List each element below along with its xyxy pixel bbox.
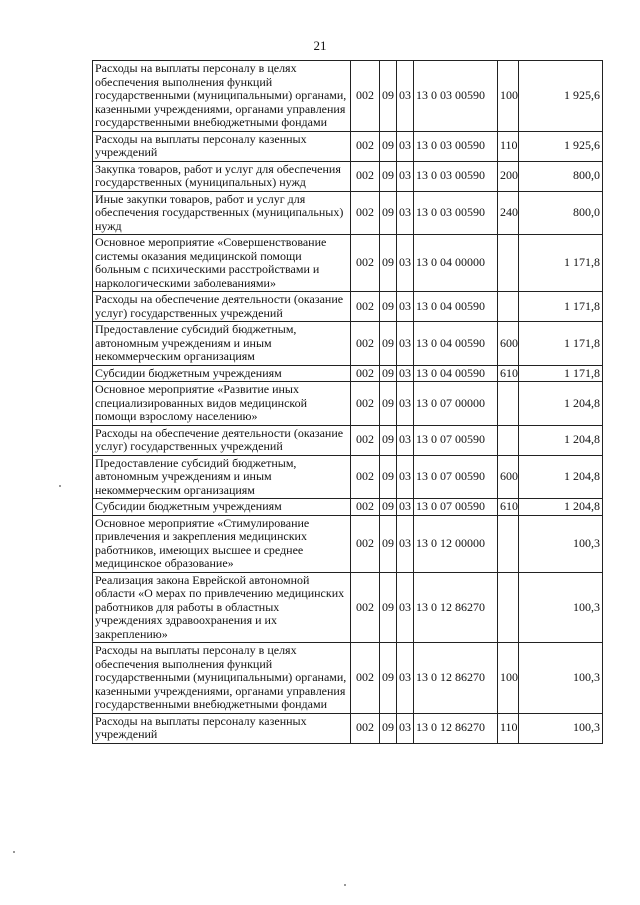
row-name: Расходы на обеспечение деятельности (оказание услуг) государственных учреждений bbox=[93, 425, 351, 455]
expense-type-code: 100 bbox=[498, 643, 519, 714]
program-code: 13 0 12 00000 bbox=[414, 515, 498, 572]
table-row bbox=[93, 191, 603, 235]
budget-table bbox=[92, 60, 603, 744]
budget-table-body bbox=[93, 61, 603, 744]
page-number: 21 bbox=[313, 38, 327, 53]
amount: 1 204,8 bbox=[519, 499, 603, 516]
section-code: 09 bbox=[380, 515, 397, 572]
row-name: Субсидии бюджетным учреждениям bbox=[93, 365, 351, 382]
subsection-code: 03 bbox=[397, 365, 414, 382]
amount: 100,3 bbox=[519, 572, 603, 643]
program-code: 13 0 04 00590 bbox=[414, 365, 498, 382]
program-code: 13 0 04 00590 bbox=[414, 292, 498, 322]
ministry-code: 002 bbox=[351, 322, 380, 366]
row-name: Основное мероприятие «Стимулирование привлечения и закрепления медицинских работников, имеющих высшее и среднее медицинское образование» bbox=[93, 515, 351, 572]
row-name: Предоставление субсидий бюджетным, автономным учреждениям и иным некоммерческим организациям bbox=[93, 455, 351, 499]
expense-type-code: 240 bbox=[498, 191, 519, 235]
subsection-code: 03 bbox=[397, 713, 414, 743]
table-row bbox=[93, 61, 603, 132]
program-code: 13 0 03 00590 bbox=[414, 131, 498, 161]
section-code: 09 bbox=[380, 499, 397, 516]
ministry-code: 002 bbox=[351, 515, 380, 572]
section-code: 09 bbox=[380, 425, 397, 455]
expense-type-code: 100 bbox=[498, 61, 519, 132]
subsection-code: 03 bbox=[397, 455, 414, 499]
table-row bbox=[93, 515, 603, 572]
subsection-code: 03 bbox=[397, 161, 414, 191]
section-code: 09 bbox=[380, 572, 397, 643]
ministry-code: 002 bbox=[351, 572, 380, 643]
program-code: 13 0 04 00000 bbox=[414, 235, 498, 292]
section-code: 09 bbox=[380, 322, 397, 366]
expense-type-code: 610 bbox=[498, 499, 519, 516]
section-code: 09 bbox=[380, 61, 397, 132]
row-name: Предоставление субсидий бюджетным, автономным учреждениям и иным некоммерческим организациям bbox=[93, 322, 351, 366]
table-row bbox=[93, 425, 603, 455]
subsection-code: 03 bbox=[397, 643, 414, 714]
section-code: 09 bbox=[380, 191, 397, 235]
section-code: 09 bbox=[380, 713, 397, 743]
subsection-code: 03 bbox=[397, 191, 414, 235]
program-code: 13 0 03 00590 bbox=[414, 191, 498, 235]
amount: 800,0 bbox=[519, 191, 603, 235]
ministry-code: 002 bbox=[351, 365, 380, 382]
ministry-code: 002 bbox=[351, 713, 380, 743]
amount: 1 171,8 bbox=[519, 292, 603, 322]
amount: 1 171,8 bbox=[519, 322, 603, 366]
program-code: 13 0 07 00590 bbox=[414, 499, 498, 516]
subsection-code: 03 bbox=[397, 235, 414, 292]
amount: 1 925,6 bbox=[519, 61, 603, 132]
expense-type-code bbox=[498, 515, 519, 572]
row-name: Субсидии бюджетным учреждениям bbox=[93, 499, 351, 516]
table-row bbox=[93, 131, 603, 161]
scan-speck bbox=[59, 485, 61, 487]
ministry-code: 002 bbox=[351, 61, 380, 132]
table-row bbox=[93, 161, 603, 191]
amount: 1 925,6 bbox=[519, 131, 603, 161]
table-row bbox=[93, 322, 603, 366]
subsection-code: 03 bbox=[397, 515, 414, 572]
row-name: Основное мероприятие «Развитие иных специализированных видов медицинской помощи взрослому населению» bbox=[93, 382, 351, 426]
program-code: 13 0 03 00590 bbox=[414, 161, 498, 191]
scan-speck bbox=[344, 884, 346, 886]
subsection-code: 03 bbox=[397, 322, 414, 366]
program-code: 13 0 07 00590 bbox=[414, 425, 498, 455]
ministry-code: 002 bbox=[351, 161, 380, 191]
expense-type-code: 200 bbox=[498, 161, 519, 191]
program-code: 13 0 07 00590 bbox=[414, 455, 498, 499]
table-row bbox=[93, 643, 603, 714]
row-name: Расходы на выплаты персоналу казенных учреждений bbox=[93, 131, 351, 161]
subsection-code: 03 bbox=[397, 131, 414, 161]
expense-type-code: 600 bbox=[498, 322, 519, 366]
table-row bbox=[93, 572, 603, 643]
row-name: Расходы на выплаты персоналу в целях обеспечения выполнения функций государственными (муниципальными) органами, казенными учреждениями, органами управления государственными внебюджетными фондами bbox=[93, 643, 351, 714]
subsection-code: 03 bbox=[397, 572, 414, 643]
expense-type-code bbox=[498, 572, 519, 643]
ministry-code: 002 bbox=[351, 382, 380, 426]
ministry-code: 002 bbox=[351, 235, 380, 292]
section-code: 09 bbox=[380, 455, 397, 499]
subsection-code: 03 bbox=[397, 292, 414, 322]
amount: 1 204,8 bbox=[519, 455, 603, 499]
expense-type-code: 110 bbox=[498, 713, 519, 743]
ministry-code: 002 bbox=[351, 191, 380, 235]
section-code: 09 bbox=[380, 643, 397, 714]
expense-type-code: 610 bbox=[498, 365, 519, 382]
amount: 800,0 bbox=[519, 161, 603, 191]
scan-speck bbox=[13, 851, 15, 853]
row-name: Реализация закона Еврейской автономной области «О мерах по привлечению медицинских работников для работы в областных учреждениях здравоохранения и их закреплению» bbox=[93, 572, 351, 643]
expense-type-code bbox=[498, 382, 519, 426]
amount: 100,3 bbox=[519, 713, 603, 743]
ministry-code: 002 bbox=[351, 499, 380, 516]
program-code: 13 0 12 86270 bbox=[414, 643, 498, 714]
section-code: 09 bbox=[380, 382, 397, 426]
section-code: 09 bbox=[380, 235, 397, 292]
row-name: Основное мероприятие «Совершенствование системы оказания медицинской помощи больным с психическими расстройствами и наркологическими заболеваниями» bbox=[93, 235, 351, 292]
subsection-code: 03 bbox=[397, 425, 414, 455]
amount: 1 171,8 bbox=[519, 365, 603, 382]
table-row bbox=[93, 292, 603, 322]
row-name: Иные закупки товаров, работ и услуг для обеспечения государственных (муниципальных) нужд bbox=[93, 191, 351, 235]
amount: 100,3 bbox=[519, 643, 603, 714]
table-row bbox=[93, 382, 603, 426]
table-row bbox=[93, 499, 603, 516]
amount: 1 204,8 bbox=[519, 382, 603, 426]
program-code: 13 0 12 86270 bbox=[414, 713, 498, 743]
expense-type-code bbox=[498, 292, 519, 322]
section-code: 09 bbox=[380, 161, 397, 191]
ministry-code: 002 bbox=[351, 131, 380, 161]
row-name: Расходы на обеспечение деятельности (оказание услуг) государственных учреждений bbox=[93, 292, 351, 322]
table-row bbox=[93, 455, 603, 499]
program-code: 13 0 03 00590 bbox=[414, 61, 498, 132]
amount: 1 204,8 bbox=[519, 425, 603, 455]
table-row bbox=[93, 365, 603, 382]
table-row bbox=[93, 713, 603, 743]
section-code: 09 bbox=[380, 292, 397, 322]
expense-type-code: 600 bbox=[498, 455, 519, 499]
ministry-code: 002 bbox=[351, 455, 380, 499]
expense-type-code bbox=[498, 235, 519, 292]
program-code: 13 0 04 00590 bbox=[414, 322, 498, 366]
section-code: 09 bbox=[380, 365, 397, 382]
subsection-code: 03 bbox=[397, 382, 414, 426]
amount: 100,3 bbox=[519, 515, 603, 572]
program-code: 13 0 12 86270 bbox=[414, 572, 498, 643]
row-name: Расходы на выплаты персоналу в целях обеспечения выполнения функций государственными (муниципальными) органами, казенными учреждениями, органами управления государственными внебюджетными фондами bbox=[93, 61, 351, 132]
row-name: Закупка товаров, работ и услуг для обеспечения государственных (муниципальных) нужд bbox=[93, 161, 351, 191]
ministry-code: 002 bbox=[351, 643, 380, 714]
row-name: Расходы на выплаты персоналу казенных учреждений bbox=[93, 713, 351, 743]
section-code: 09 bbox=[380, 131, 397, 161]
subsection-code: 03 bbox=[397, 61, 414, 132]
table-row bbox=[93, 235, 603, 292]
expense-type-code bbox=[498, 425, 519, 455]
ministry-code: 002 bbox=[351, 292, 380, 322]
subsection-code: 03 bbox=[397, 499, 414, 516]
expense-type-code: 110 bbox=[498, 131, 519, 161]
ministry-code: 002 bbox=[351, 425, 380, 455]
amount: 1 171,8 bbox=[519, 235, 603, 292]
program-code: 13 0 07 00000 bbox=[414, 382, 498, 426]
